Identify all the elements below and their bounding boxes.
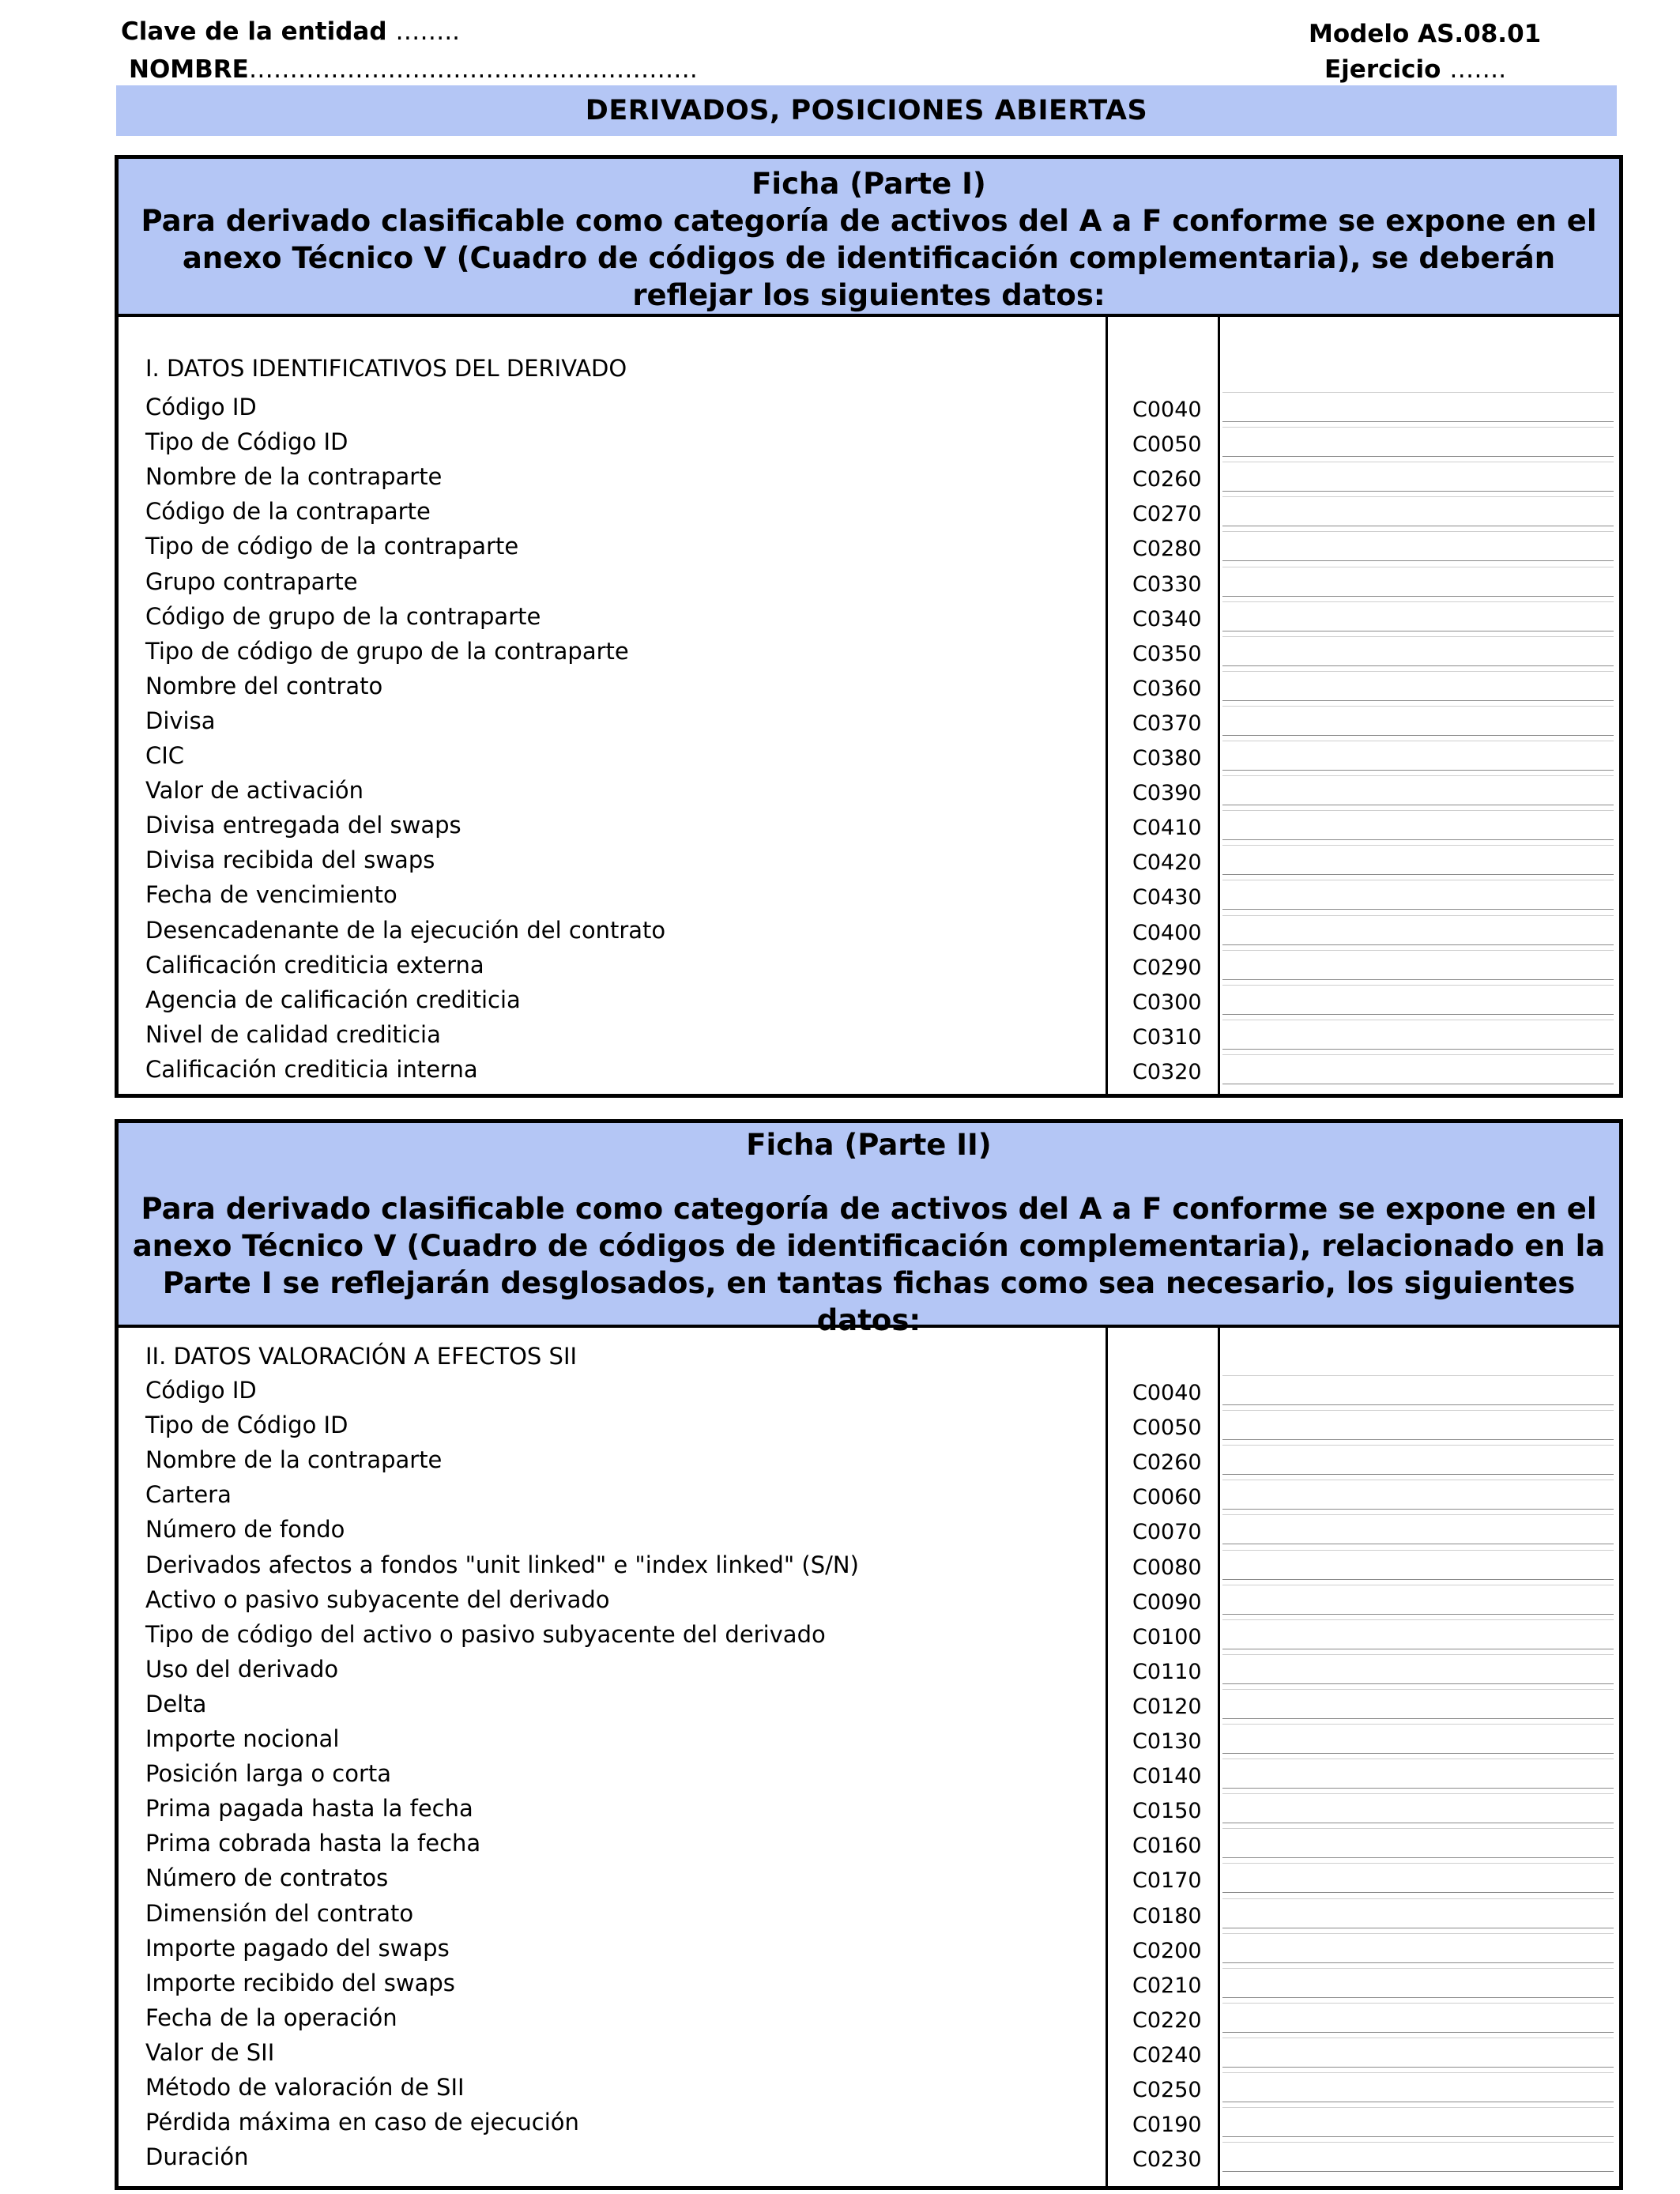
field-label: Calificación crediticia externa xyxy=(145,951,484,978)
value-cell[interactable] xyxy=(1222,915,1614,945)
field-code: C0180 xyxy=(1132,1903,1202,1928)
field-label: Duración xyxy=(145,2143,249,2171)
form-row xyxy=(119,1963,1619,1998)
field-label: Número de contratos xyxy=(145,1864,389,1892)
clave-entidad-label xyxy=(121,17,460,46)
form-row xyxy=(119,1580,1619,1615)
value-cell[interactable] xyxy=(1222,462,1614,492)
field-label: Posición larga o corta xyxy=(145,1760,392,1788)
field-code: C0160 xyxy=(1132,1834,1202,1859)
form-row xyxy=(119,597,1619,631)
ficha-2-header xyxy=(119,1123,1619,1337)
field-code: C0190 xyxy=(1132,2113,1202,2138)
field-code: C0260 xyxy=(1132,1450,1202,1476)
ficha-1-title: Ficha (Parte I) xyxy=(751,167,986,201)
form-row xyxy=(119,1615,1619,1649)
field-label: Importe recibido del swaps xyxy=(145,1969,455,1996)
value-cell[interactable] xyxy=(1222,1654,1614,1684)
field-code: C0040 xyxy=(1132,398,1202,422)
nombre-label xyxy=(129,55,698,84)
ficha-2-description: Para derivado clasificable como categoría de activos del A a F conforme se expone en el anexo Técnico V (Cuadro de códigos de identificación complementaria), relacionado en la Parte I se reflejarán desglosados, en tantas fichas como sea necesario, los siguientes datos: xyxy=(132,1192,1606,1337)
value-cell[interactable] xyxy=(1222,950,1614,980)
field-code: C0260 xyxy=(1132,467,1202,492)
field-code: C0150 xyxy=(1132,1799,1202,1824)
field-label: Nombre de la contraparte xyxy=(145,1446,443,1474)
field-code: C0040 xyxy=(1132,1381,1202,1405)
value-cell[interactable] xyxy=(1222,2072,1614,2102)
field-label: Tipo de código del activo o pasivo subyacente del derivado xyxy=(145,1620,826,1648)
value-cell[interactable] xyxy=(1222,1968,1614,1998)
field-label: Cartera xyxy=(145,1481,232,1509)
value-cell[interactable] xyxy=(1222,567,1614,597)
field-label: Importe nocional xyxy=(145,1725,340,1752)
field-code: C0130 xyxy=(1132,1729,1202,1754)
field-label: Uso del derivado xyxy=(145,1655,339,1683)
field-label: Prima cobrada hasta la fecha xyxy=(145,1830,481,1857)
form-row xyxy=(119,1894,1619,1928)
nombre-label-text: NOMBRE xyxy=(129,55,249,84)
field-label: Divisa recibida del swaps xyxy=(145,846,435,874)
ficha-1-header xyxy=(119,159,1619,317)
field-code: C0380 xyxy=(1132,746,1202,771)
modelo-label: Modelo AS.08.01 xyxy=(1309,20,1542,48)
value-cell[interactable] xyxy=(1222,531,1614,561)
value-cell[interactable] xyxy=(1222,1863,1614,1893)
form-row xyxy=(119,1649,1619,1684)
field-label: Delta xyxy=(145,1690,207,1717)
field-label: Código ID xyxy=(145,1377,257,1404)
value-cell[interactable] xyxy=(1222,775,1614,805)
field-label: Prima pagada hasta la fecha xyxy=(145,1795,473,1823)
ficha-1-description: Para derivado clasificable como categoría de activos del A a F conforme se expone en el anexo Técnico V (Cuadro de códigos de identificación complementaria), se deberán reflejar los siguientes datos: xyxy=(141,204,1597,312)
form-row xyxy=(119,910,1619,945)
form-row xyxy=(119,1789,1619,1823)
field-label: Grupo contraparte xyxy=(145,567,358,595)
section-title: I. DATOS IDENTIFICATIVOS DEL DERIVADO xyxy=(145,355,627,382)
form-row xyxy=(119,1440,1619,1475)
field-code: C0320 xyxy=(1132,1059,1202,1084)
field-label: Derivados afectos a fondos "unit linked" e "index linked" (S/N) xyxy=(145,1551,859,1578)
field-label: Importe pagado del swaps xyxy=(145,1934,450,1962)
nombre-dots[interactable]: ………………………………………………. xyxy=(248,55,698,84)
field-code: C0350 xyxy=(1132,641,1202,666)
field-code: C0250 xyxy=(1132,2078,1202,2102)
value-cell[interactable] xyxy=(1222,1550,1614,1580)
value-cell[interactable] xyxy=(1222,845,1614,875)
field-label: Código de la contraparte xyxy=(145,498,431,526)
field-code: C0400 xyxy=(1132,920,1202,945)
form-row xyxy=(119,701,1619,736)
field-label: Tipo de Código ID xyxy=(145,428,348,456)
form-row xyxy=(119,457,1619,492)
field-label: Dimensión del contrato xyxy=(145,1899,414,1927)
field-code: C0100 xyxy=(1132,1624,1202,1649)
field-code: C0170 xyxy=(1132,1868,1202,1894)
field-label: Agencia de calificación crediticia xyxy=(145,986,521,1013)
field-code: C0430 xyxy=(1132,885,1202,910)
field-code: C0050 xyxy=(1132,1416,1202,1441)
value-cell[interactable] xyxy=(1222,1445,1614,1475)
value-cell[interactable] xyxy=(1222,1898,1614,1928)
value-cell[interactable] xyxy=(1222,636,1614,666)
value-cell[interactable] xyxy=(1222,1689,1614,1719)
field-label: Nombre de la contraparte xyxy=(145,463,443,491)
form-row xyxy=(119,1475,1619,1510)
value-cell[interactable] xyxy=(1222,1585,1614,1615)
field-code: C0420 xyxy=(1132,850,1202,876)
value-cell[interactable] xyxy=(1222,1514,1614,1544)
field-code: C0390 xyxy=(1132,781,1202,806)
value-cell[interactable] xyxy=(1222,392,1614,422)
form-row xyxy=(119,2137,1619,2172)
field-code: C0370 xyxy=(1132,711,1202,736)
field-code: C0070 xyxy=(1132,1520,1202,1545)
field-code: C0110 xyxy=(1132,1659,1202,1684)
field-label: Desencadenante de la ejecución del contrato xyxy=(145,916,666,944)
field-code: C0240 xyxy=(1132,2042,1202,2068)
form-row xyxy=(119,1998,1619,2033)
value-cell[interactable] xyxy=(1222,2003,1614,2033)
value-cell[interactable] xyxy=(1222,601,1614,631)
field-label: Fecha de la operación xyxy=(145,2004,397,2031)
field-label: Divisa entregada del swaps xyxy=(145,812,461,839)
form-row xyxy=(119,562,1619,597)
form-row xyxy=(119,1684,1619,1719)
field-label: Tipo de código de la contraparte xyxy=(145,533,519,560)
section-title: II. DATOS VALORACIÓN A EFECTOS SII xyxy=(145,1343,578,1370)
value-cell[interactable] xyxy=(1222,671,1614,701)
field-code: C0200 xyxy=(1132,1938,1202,1963)
field-label: CIC xyxy=(145,742,185,769)
form-row xyxy=(119,666,1619,701)
field-code: C0310 xyxy=(1132,1024,1202,1050)
value-cell[interactable] xyxy=(1222,1793,1614,1823)
form-row xyxy=(119,840,1619,875)
field-label: Tipo de Código ID xyxy=(145,1412,348,1439)
form-row xyxy=(119,875,1619,910)
value-cell[interactable] xyxy=(1222,427,1614,457)
field-code: C0060 xyxy=(1132,1485,1202,1510)
field-label: Activo o pasivo subyacente del derivado xyxy=(145,1585,610,1613)
value-cell[interactable] xyxy=(1222,706,1614,736)
field-code: C0300 xyxy=(1132,990,1202,1015)
form-row xyxy=(119,422,1619,457)
field-code: C0340 xyxy=(1132,606,1202,631)
page-title: DERIVADOS, POSICIONES ABIERTAS xyxy=(116,85,1617,136)
field-label: Nivel de calidad crediticia xyxy=(145,1020,441,1048)
form-row xyxy=(119,526,1619,561)
field-code: C0050 xyxy=(1132,432,1202,458)
form-row xyxy=(119,945,1619,980)
form-row xyxy=(119,2033,1619,2068)
value-cell[interactable] xyxy=(1222,1828,1614,1858)
field-label: Código de grupo de la contraparte xyxy=(145,602,541,630)
field-code: C0090 xyxy=(1132,1589,1202,1615)
field-code: C0080 xyxy=(1132,1555,1202,1580)
field-label: Pérdida máxima en caso de ejecución xyxy=(145,2109,579,2136)
value-cell[interactable] xyxy=(1222,2038,1614,2068)
clave-dots[interactable]: …….. xyxy=(395,17,461,46)
form-row xyxy=(119,1858,1619,1893)
ficha-parte-2 xyxy=(115,1119,1623,2190)
form-row xyxy=(119,1050,1619,1084)
ejercicio-label xyxy=(1324,55,1506,84)
value-cell[interactable] xyxy=(1222,1933,1614,1963)
form-row xyxy=(119,1545,1619,1580)
value-cell[interactable] xyxy=(1222,1619,1614,1649)
form-row xyxy=(119,980,1619,1015)
form-row xyxy=(119,2068,1619,2102)
value-cell[interactable] xyxy=(1222,1724,1614,1754)
value-cell[interactable] xyxy=(1222,810,1614,840)
clave-label-text: Clave de la entidad xyxy=(121,17,387,46)
value-cell[interactable] xyxy=(1222,741,1614,771)
form-row xyxy=(119,1823,1619,1858)
form-row xyxy=(119,1754,1619,1789)
field-label: Calificación crediticia interna xyxy=(145,1055,478,1083)
value-cell[interactable] xyxy=(1222,985,1614,1015)
field-label: Divisa xyxy=(145,707,216,734)
value-cell[interactable] xyxy=(1222,1480,1614,1510)
value-cell[interactable] xyxy=(1222,496,1614,526)
form-row xyxy=(119,1928,1619,1963)
form-row xyxy=(119,736,1619,771)
form-row xyxy=(119,1719,1619,1754)
field-label: Nombre del contrato xyxy=(145,672,383,699)
form-row xyxy=(119,1370,1619,1405)
ficha-2-title: Ficha (Parte II) xyxy=(746,1128,992,1162)
form-row xyxy=(119,1510,1619,1544)
value-cell[interactable] xyxy=(1222,2107,1614,2137)
ejercicio-dots[interactable]: ……. xyxy=(1449,55,1507,84)
field-label: Tipo de código de grupo de la contraparte xyxy=(145,637,629,665)
field-label: Código ID xyxy=(145,394,257,420)
field-code: C0360 xyxy=(1132,676,1202,701)
form-row xyxy=(119,492,1619,526)
value-cell[interactable] xyxy=(1222,1054,1614,1084)
ficha-parte-1 xyxy=(115,155,1623,1098)
field-code: C0140 xyxy=(1132,1764,1202,1789)
field-label: Valor de SII xyxy=(145,2038,275,2066)
form-row xyxy=(119,387,1619,422)
field-label: Número de fondo xyxy=(145,1516,345,1544)
field-label: Valor de activación xyxy=(145,777,363,805)
field-code: C0290 xyxy=(1132,955,1202,980)
form-row xyxy=(119,2102,1619,2137)
field-code: C0270 xyxy=(1132,502,1202,527)
field-code: C0410 xyxy=(1132,816,1202,841)
field-code: C0220 xyxy=(1132,2007,1202,2033)
form-row xyxy=(119,805,1619,840)
field-code: C0120 xyxy=(1132,1694,1202,1719)
form-row xyxy=(119,771,1619,805)
value-cell[interactable] xyxy=(1222,1020,1614,1050)
value-cell[interactable] xyxy=(1222,2142,1614,2172)
value-cell[interactable] xyxy=(1222,1759,1614,1789)
value-cell[interactable] xyxy=(1222,1375,1614,1405)
value-cell[interactable] xyxy=(1222,1410,1614,1440)
form-row xyxy=(119,631,1619,666)
field-code: C0210 xyxy=(1132,1973,1202,1998)
field-label: Fecha de vencimiento xyxy=(145,881,397,909)
field-code: C0230 xyxy=(1132,2147,1202,2173)
value-cell[interactable] xyxy=(1222,880,1614,910)
form-row xyxy=(119,1015,1619,1050)
field-code: C0280 xyxy=(1132,537,1202,562)
form-row xyxy=(119,1405,1619,1440)
field-code: C0330 xyxy=(1132,571,1202,597)
ejercicio-label-text: Ejercicio xyxy=(1324,55,1441,84)
field-label: Método de valoración de SII xyxy=(145,2074,465,2101)
